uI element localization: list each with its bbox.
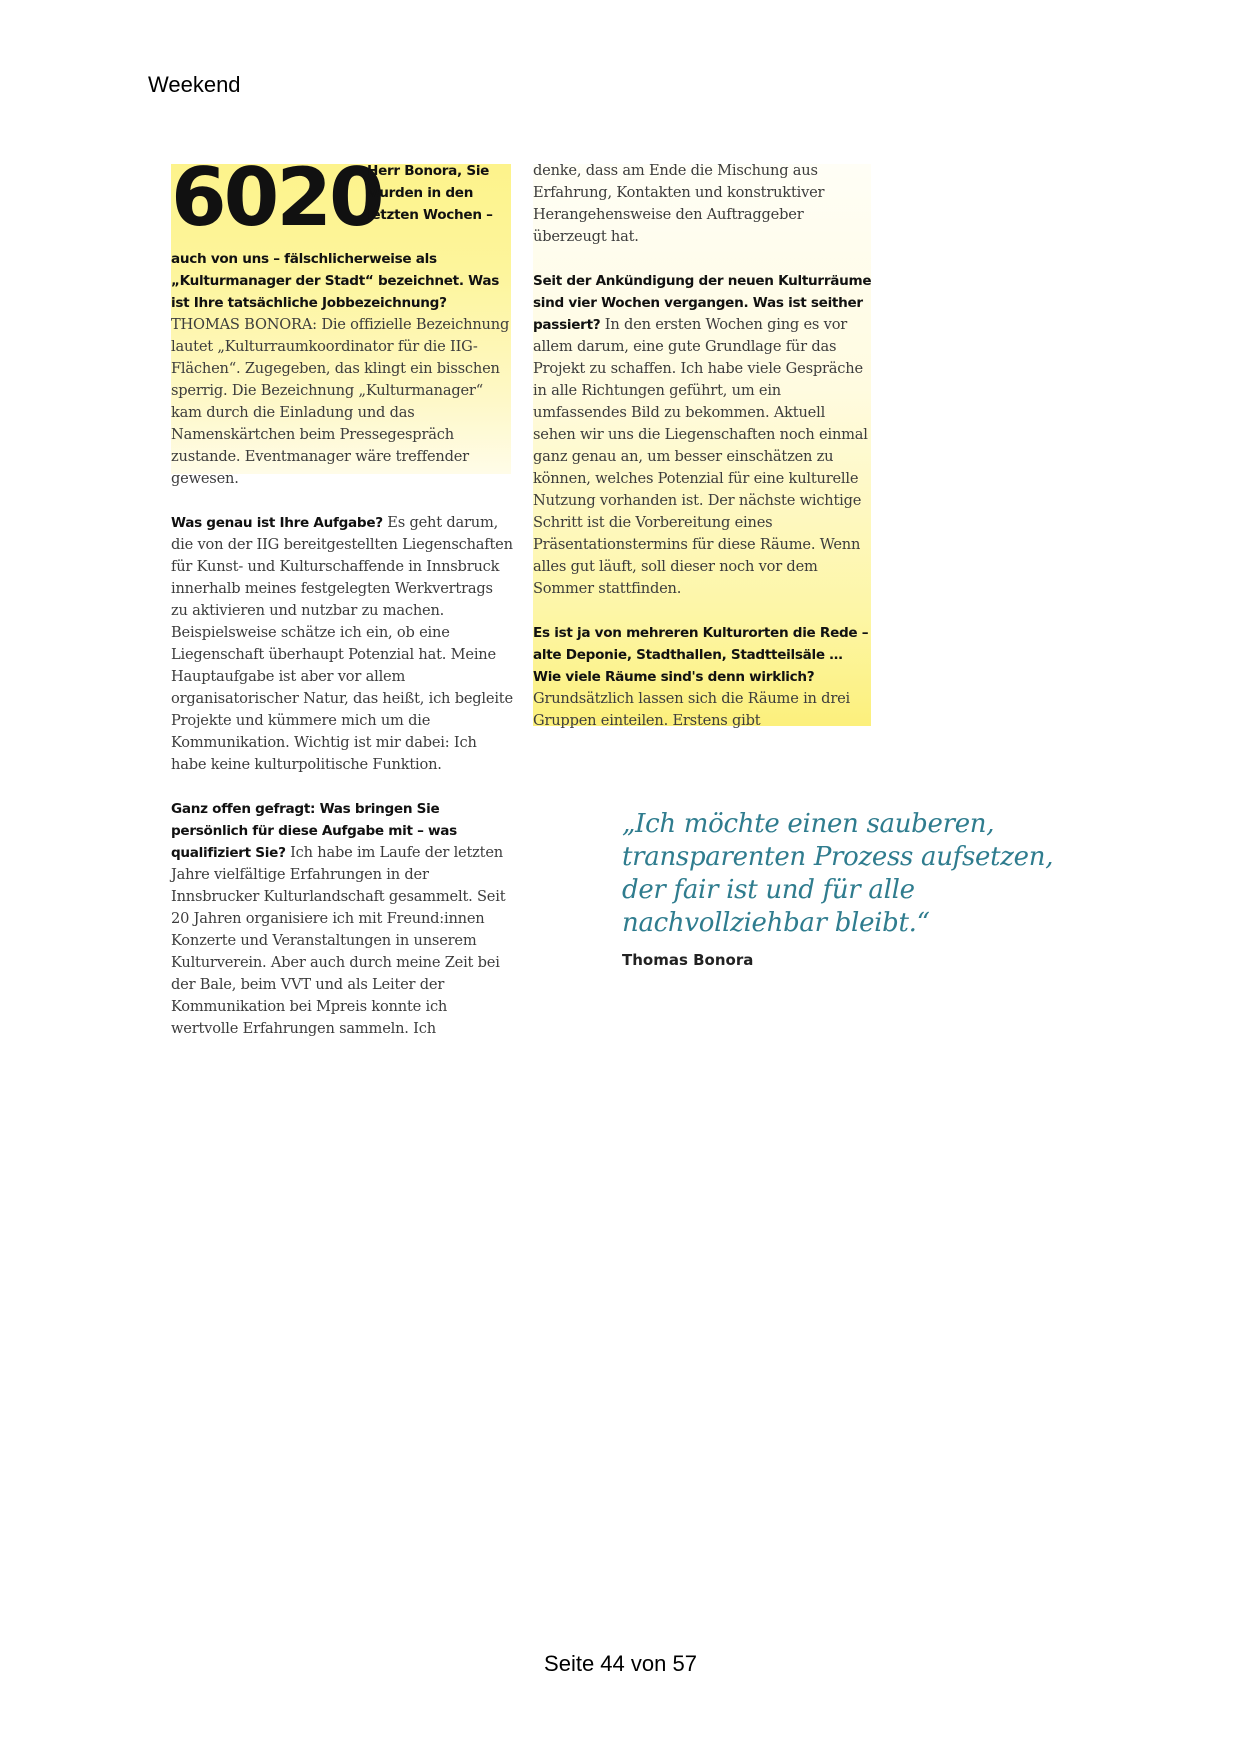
question-1: auch von uns – fälschlicherweise als „Kulturmanager der Stadt“ bezeichnet. Was ist Ihre tatsächliche Jobbezeichnung? — [171, 251, 500, 311]
qa-block-4 — [533, 270, 872, 600]
answer-3-continued: denke, dass am Ende die Mischung aus Erfahrung, Kontakten und konstruktiver Herangehensweise den Auftraggeber überzeugt hat. — [533, 162, 825, 245]
pull-quote-author: Thomas Bonora — [622, 951, 754, 969]
answer-1-speaker: THOMAS BONORA: — [171, 316, 317, 333]
answer-5: Grundsätzlich lassen sich die Räume in drei Gruppen einteilen. Erstens gibt — [533, 690, 851, 729]
qa-block-3 — [171, 798, 513, 1040]
lead-question: Herr Bonora, Sie wurden in den letzten Wochen – — [367, 163, 493, 223]
page-number: Seite 44 von 57 — [544, 1651, 697, 1676]
pull-quote: „Ich möchte einen sauberen, transparenten Prozess aufsetzen, der fair ist und für alle nachvollziehbar bleibt.“ — [622, 809, 1054, 938]
qa-block-5 — [533, 622, 872, 732]
answer-4: In den ersten Wochen ging es vor allem darum, eine gute Grundlage für das Projekt zu schaffen. Ich habe viele Gespräche in alle Richtungen geführt, um ein umfassendes Bild zu bekommen. Aktuell sehen wir uns die Liegenschaften noch einmal ganz genau an, um besser einschätzen zu können, welches Potenzial für eine kulturelle Nutzung vorhanden ist. Der nächste wichtige Schritt ist die Vorbereitung eines Präsentationstermins für diese Räume. Wenn alles gut läuft, soll dieser noch vor dem Sommer stattfinden. — [533, 316, 868, 597]
question-4: Seit der Ankündigung der neuen Kulturräume sind vier Wochen vergangen. Was ist seither passiert? — [533, 273, 872, 333]
article-lead — [171, 151, 513, 248]
lead-number: 6020 — [171, 151, 382, 244]
article-column-1 — [171, 151, 513, 1062]
question-5: Es ist ja von mehreren Kulturorten die Rede – alte Deponie, Stadthallen, Stadtteilsäle … Wie viele Räume sind's denn wirklich? — [533, 625, 869, 685]
qa-block-1 — [171, 248, 513, 490]
question-2: Was genau ist Ihre Aufgabe? — [171, 515, 383, 531]
qa-block-2 — [171, 512, 513, 776]
article-column-2 — [533, 160, 872, 754]
document-header: Weekend — [148, 72, 241, 97]
answer-2: Es geht darum, die von der IIG bereitgestellten Liegenschaften für Kunst- und Kulturschaffende in Innsbruck innerhalb meines festgelegten Werkvertrags zu aktivieren und nutzbar zu machen. Beispielsweise schätze ich ein, ob eine Liegenschaft überhaupt Potenzial hat. Meine Hauptaufgabe ist aber vor allem organisatorischer Natur, das heißt, ich begleite Projekte und kümmere mich um die Kommunikation. Wichtig ist mir dabei: Ich habe keine kulturpolitische Funktion. — [171, 514, 513, 773]
question-3: Ganz offen gefragt: Was bringen Sie persönlich für diese Aufgabe mit – was qualifiziert Sie? — [171, 801, 457, 861]
answer-3: Ich habe im Laufe der letzten Jahre vielfältige Erfahrungen in der Innsbrucker Kulturlandschaft gesammelt. Seit 20 Jahren organisiere ich mit Freund:innen Konzerte und Veranstaltungen in unserem Kulturverein. Aber auch durch meine Zeit bei der Bale, beim VVT und als Leiter der Kommunikation bei Mpreis konnte ich wertvolle Erfahrungen sammeln. Ich — [171, 844, 506, 1037]
answer-1: Die offizielle Bezeichnung lautet „Kulturraumkoordinator für die IIG-Flächen“. Zugegeben, das klingt ein bisschen sperrig. Die Bezeichnung „Kulturmanager“ kam durch die Einladung und das Namenskärtchen beim Pressegespräch zustande. Eventmanager wäre treffender gewesen. — [171, 316, 510, 487]
